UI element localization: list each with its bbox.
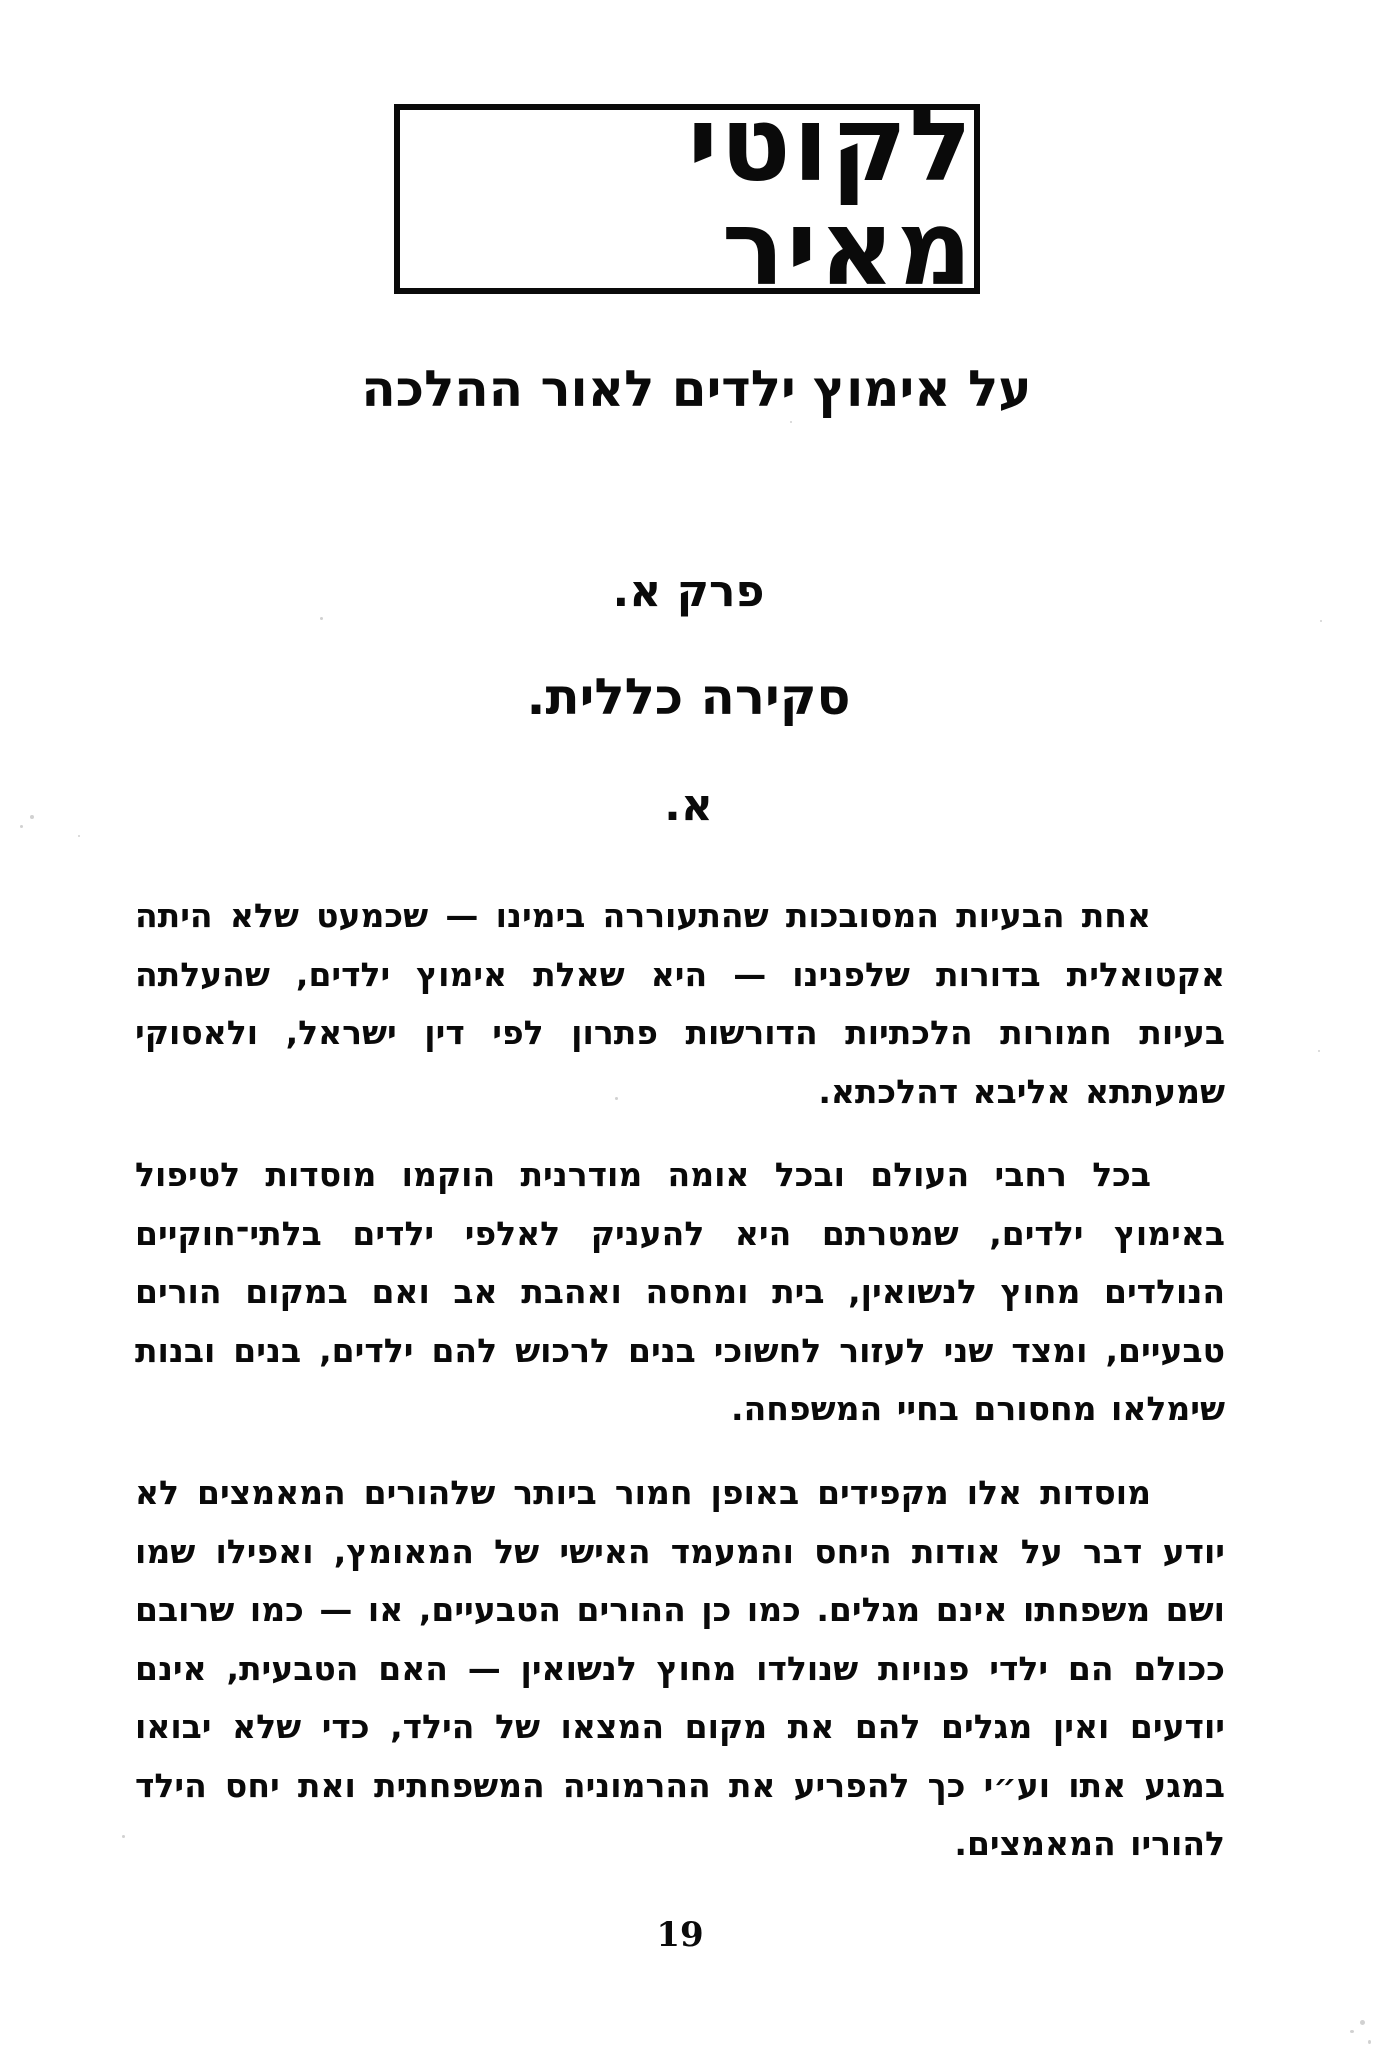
body-paragraph-1: אחת הבעיות המסובכות שהתעוררה בימינו — שכמעט שלא היתה אקטואלית בדורות שלפנינו — היא שאלת אימוץ ילדים, שהעלתה בעיות חמורות הלכתיות הדורשות פתרון לפי דין ישראל, ולאסוקי שמעתתא אליבא דהלכתא. <box>135 896 1225 1111</box>
book-subtitle: על אימוץ ילדים לאור ההלכה <box>361 360 1032 418</box>
scan-noise <box>1318 1050 1320 1052</box>
page-number: 19 <box>656 1915 704 1955</box>
scan-noise <box>790 421 792 423</box>
scan-noise <box>78 835 80 837</box>
scan-noise <box>320 617 323 620</box>
scan-noise <box>1320 620 1322 622</box>
section-title: סקירה כללית. <box>526 668 851 726</box>
scan-noise <box>1368 2040 1371 2044</box>
scan-noise <box>122 1835 125 1838</box>
body-paragraph-2: בכל רחבי העולם ובכל אומה מודרנית הוקמו מוסדות לטיפול באימוץ ילדים, שמטרתם היא להעניק לאלפי ילדים בלתי־חוקיים הנולדים מחוץ לנשואין, בית ומחסה ואהבת אב ואם במקום הורים טבעיים, ומצד שני לעזור לחשוכי בנים לרכוש להם ילדים, בנים ובנות שימלאו מחסורם בחיי המשפחה. <box>135 1155 1225 1428</box>
scan-noise <box>1360 2020 1365 2025</box>
book-title: לקוטי מאיר <box>687 83 974 309</box>
section-letter: א. <box>664 780 713 831</box>
scan-noise <box>1350 2030 1354 2033</box>
chapter-heading: פרק א. <box>612 566 765 617</box>
book-title-box <box>394 83 980 309</box>
body-paragraph-3: מוסדות אלו מקפידים באופן חמור ביותר שלהורים המאמצים לא יודע דבר על אודות היחס והמעמד האישי של המאומץ, ואפילו שמו ושם משפחתו אינם מגלים. כמו כן ההורים הטבעיים, או — כמו שרובם ככולם הם ילדי פנויות שנולדו מחוץ לנשואין — האם הטבעית, אינם יודעים ואין מגלים להם את מקום המצאו של הילד, כדי שלא יבואו במגע אתו וע״י כך להפריע את ההרמוניה המשפחתית ואת יחס הילד להוריו המאמצים. <box>135 1473 1225 1863</box>
